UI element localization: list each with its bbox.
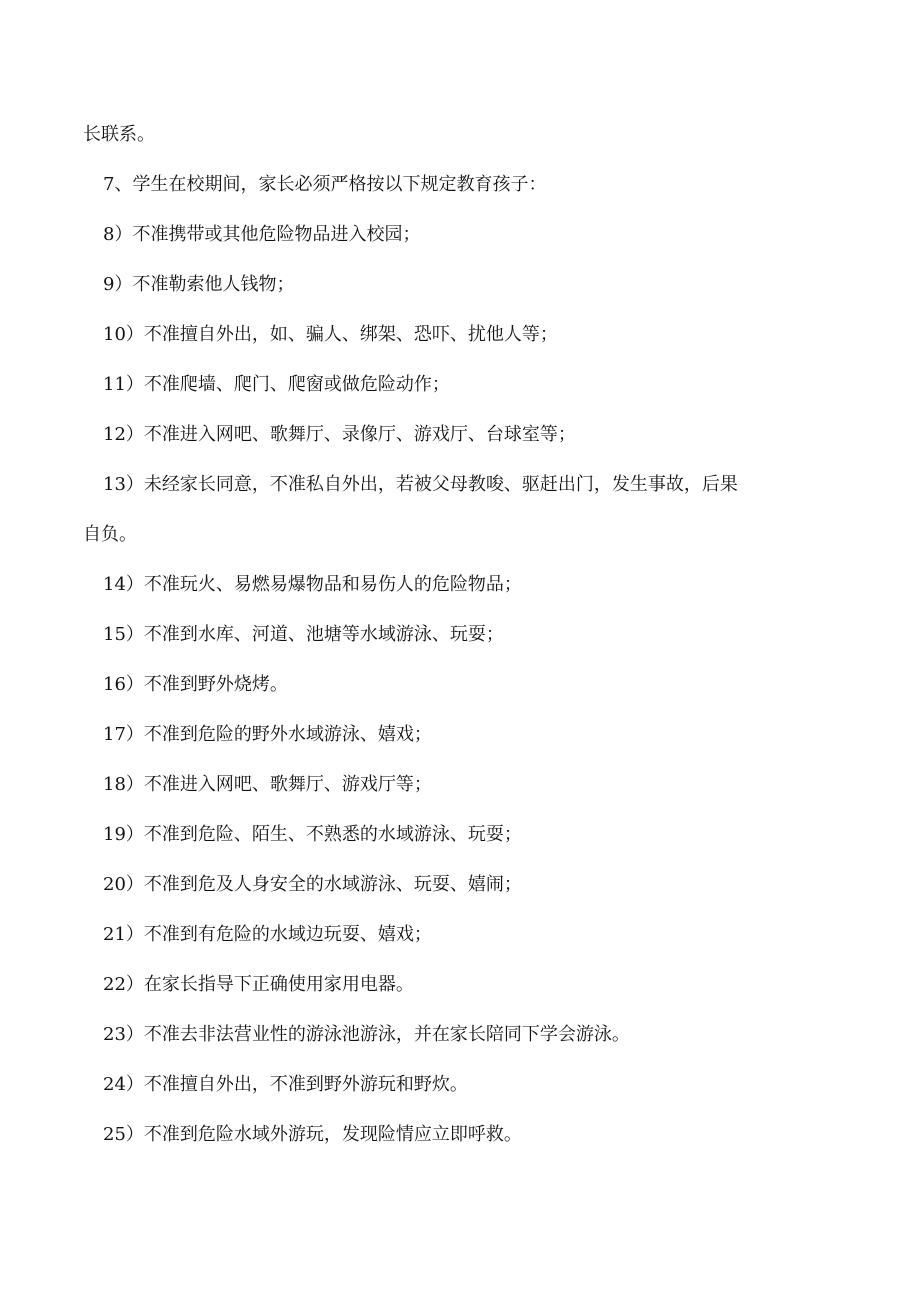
text-line: 长联系。	[83, 124, 155, 145]
text-line: 14）不准玩火、易燃易爆物品和易伤人的危险物品；	[103, 574, 522, 595]
document-body	[83, 110, 823, 1160]
text-line: 16）不准到野外烧烤。	[103, 674, 288, 695]
text-line: 11）不准爬墙、爬门、爬窗或做危险动作；	[103, 374, 450, 395]
text-line: 23）不准去非法营业性的游泳池游泳，并在家长陪同下学会游泳。	[103, 1024, 630, 1045]
text-line: 20）不准到危及人身安全的水域游泳、玩耍、嬉闹；	[103, 874, 522, 895]
text-line: 8）不准携带或其他危险物品进入校园；	[103, 224, 421, 245]
text-line: 15）不准到水库、河道、池塘等水域游泳、玩耍；	[103, 624, 504, 645]
text-line: 21）不准到有危险的水域边玩耍、嬉戏；	[103, 924, 432, 945]
text-line: 7、学生在校期间，家长必须严格按以下规定教育孩子：	[103, 174, 547, 195]
text-line: 22）在家长指导下正确使用家用电器。	[103, 974, 414, 995]
text-line: 10）不准擅自外出，如、骗人、绑架、恐吓、扰他人等；	[103, 324, 558, 345]
text-line: 13）未经家长同意，不准私自外出，若被父母教唆、驱赶出门，发生事故，后果	[103, 474, 738, 495]
text-line: 9）不准勒索他人钱物；	[103, 274, 295, 295]
text-line: 19）不准到危险、陌生、不熟悉的水域游泳、玩耍；	[103, 824, 522, 845]
text-line: 25）不准到危险水域外游玩，发现险情应立即呼救。	[103, 1124, 522, 1145]
text-line: 17）不准到危险的野外水域游泳、嬉戏；	[103, 724, 432, 745]
text-line: 24）不准擅自外出，不准到野外游玩和野炊。	[103, 1074, 468, 1095]
text-line: 12）不准进入网吧、歌舞厅、录像厅、游戏厅、台球室等；	[103, 424, 576, 445]
text-line: 自负。	[83, 524, 137, 545]
text-line: 18）不准进入网吧、歌舞厅、游戏厅等；	[103, 774, 432, 795]
